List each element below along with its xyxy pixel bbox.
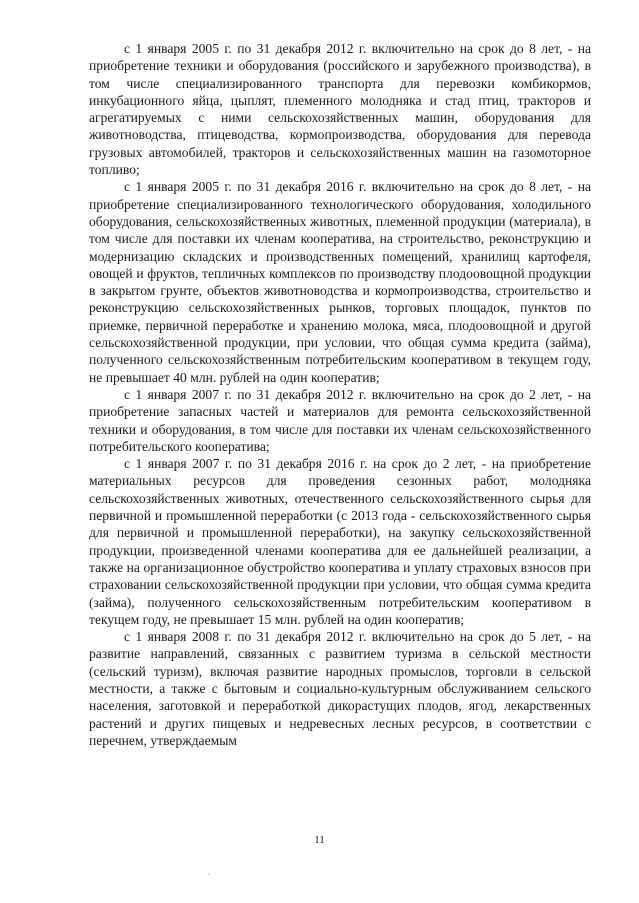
paragraph-3: с 1 января 2007 г. по 31 декабря 2012 г. включительно на срок до 2 лет, - на приобретение запасных частей и материалов для ремонта сельскохозяйственной техники и оборудования, в том числе для поставки их членам сельскохозяйственного потребительского кооператива; [89, 386, 591, 454]
paragraph-1: с 1 января 2005 г. по 31 декабря 2012 г. включительно на срок до 8 лет, - на приобретение техники и оборудования (российского и зарубежного производства), в том числе специализированного транспорта для перевозки комбикормов, инкубационного яйца, цыплят, племенного молодняка и стад птиц, тракторов и агрегатируемых с ними сельскохозяйственных машин, оборудования для животноводства, птицеводства, кормопроизводства, оборудования для перевода грузовых автомобилей, тракторов и сельскохозяйственных машин на газомоторное топливо; [89, 41, 591, 178]
document-body [89, 40, 591, 749]
paragraph-2: с 1 января 2005 г. по 31 декабря 2016 г. включительно на срок до 8 лет, - на приобретение специализированного технологического оборудования, холодильного оборудования, сельскохозяйственных животных, племенной продукции (материала), в том числе для поставки их членам кооператива, на строительство, реконструкцию и модернизацию складских и производственных помещений, хранилищ картофеля, овощей и фруктов, тепличных комплексов по производству плодоовощной продукции в закрытом грунте, объектов животноводства и кормопроизводства, строительство и реконструкцию сельскохозяйственных рынков, торговых площадок, пунктов по приемке, первичной переработке и хранению молока, мяса, плодоовощной и другой сельскохозяйственной продукции, при условии, что общая сумма кредита (займа), полученного сельскохозяйственным потребительским кооперативом в текущем году, не превышает 40 млн. рублей на один кооператив; [89, 179, 591, 385]
paragraph-4: с 1 января 2007 г. по 31 декабря 2016 г. на срок до 2 лет, - на приобретение материальных ресурсов для проведения сезонных работ, молодняка сельскохозяйственных животных, отечественного сельскохозяйственного сырья для первичной и промышленной переработки (с 2013 года - сельскохозяйственного сырья для первичной и промышленной переработки), на закупку сельскохозяйственной продукции, произведенной членами кооператива для ее дальнейшей реализации, а также на организационное обустройство кооператива и уплату страховых взносов при страховании сельскохозяйственной продукции при условии, что общая сумма кредита (займа), полученного сельскохозяйственным потребительским кооперативом в текущем году, не превышает 15 млн. рублей на один кооператив; [89, 456, 591, 627]
scan-speck [208, 874, 210, 875]
page-number: 11 [314, 834, 325, 846]
paragraph-5: с 1 января 2008 г. по 31 декабря 2012 г. включительно на срок до 5 лет, - на развитие направлений, связанных с развитием туризма в сельской местности (сельский туризм), включая развитие народных промыслов, торговли в сельской местности, а также с бытовым и социально-культурным обслуживанием сельского населения, заготовкой и переработкой дикорастущих плодов, ягод, лекарственных растений и других пищевых и недревесных лесных ресурсов, в соответствии с перечнем, утверждаемым [89, 629, 591, 748]
